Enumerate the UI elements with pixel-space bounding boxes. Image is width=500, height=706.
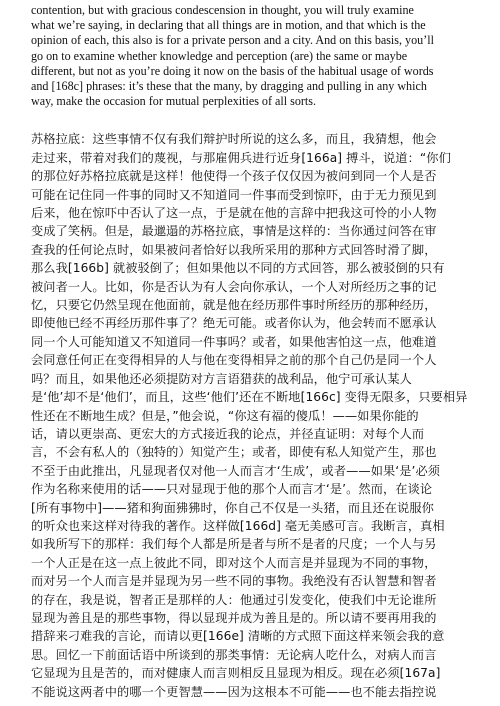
chinese-line: 而对另一个人而言是并显现为另一些不同的事物。我绝没有否认智慧和智者 [31,574,437,589]
chinese-line: 可能在记住同一件事的同时又不知道同一件事而受到惊吓，由于无力预见到 [31,187,437,202]
chinese-line: 不至于由此推出，凡显现者仅对他一人而言才‘生成’，或者——如果‘是’必须 [31,463,441,478]
chinese-line: 如我所写下的那样：我们每个人都是所是者与所不是者的尺度；一个人与另 [31,537,437,552]
chinese-line: 查我的任何论点时，如果被问者恰好以我所采用的那种方式回答时滑了脚， [31,242,437,257]
chinese-line: 那么我[166b] 就被驳倒了；但如果他以不同的方式回答，那么被驳倒的只有 [31,261,445,276]
chinese-line: 同一个人可能知道又不知道同一件事吗？或者，如果他害怕这一点，他难道 [31,334,437,349]
chinese-line: 思。回忆一下前面话语中所谈到的那类事情：无论病人吃什么，对病人而言 [31,647,437,662]
chinese-line: 的听众也来这样对待我的著作。这样做[166d] 毫无美感可言。我断言，真相 [31,518,445,533]
chinese-line: 的那位好苏格拉底就是这样！他使得一个孩子仅仅因为被问到同一个人是否 [31,169,437,184]
chinese-line: 话，请以更崇高、更宏大的方式接近我的论点，并径直证明：对每个人而 [31,426,425,441]
chinese-line: 苏格拉底：这些事情不仅有我们辩护时所说的这么多，而且，我猜想，他会 [31,132,437,147]
english-line: different, but not as you’re doing it now on the basis of the habitual usage of words [31,63,434,78]
chinese-line: 一个人正是在这一点上彼此不同，即对这个人而言是并显现为不同的事物， [31,555,437,570]
chinese-line: 作为名称来使用的话——只对显现于他的那个人而言才‘是’。然而，在谈论 [31,482,433,497]
paragraph-gap [31,109,491,130]
chinese-line: 即使他已经不再经历那件事了？绝无可能。或者你认为，他会转而不愿承认 [31,316,437,331]
chinese-line: 性还在不断地生成？但是，”他会说，“你这有福的傻瓜！——如果你能的 [31,408,419,423]
chinese-line: 是‘他’却不是‘他们’，而且，这些‘他们’还在不断地[166c] 变得无限多，只要相异 [31,390,468,405]
chinese-line: 吗？而且，如果他还必须提防对方言语猎获的战利品，他宁可承认某人 [31,371,412,386]
chinese-line: 走过来，带着对我们的蔑视，与那雇佣兵进行近身[166a] 搏斗，说道：“你们 [31,150,451,165]
chinese-line: 被问者一人。比如，你是否认为有人会向你承认，一个人对所经历之事的记 [31,279,437,294]
chinese-line: 不能说这两者中的哪一个更智慧——因为这根本不可能——也不能去指控说 [31,684,437,699]
chinese-line: 忆，只要它仍然呈现在他面前，就是他在经历那件事时所经历的那种经历， [31,298,437,313]
chinese-line: 显现为善且是的那些事物，得以显现并成为善且是的。所以请不要再用我的 [31,610,437,625]
chinese-line: 言，不会有私人的（独特的）知觉产生；或者，即使有私人知觉产生，那也 [31,445,437,460]
chinese-line: 的存在，我是说，智者正是那样的人：他通过引发变化，使我们中无论谁所 [31,592,437,607]
english-line: opinion of each, this also is for a private person and a city. And on this basis, you’ll [31,33,434,48]
chinese-line: 会同意任何正在变得相异的人与他在变得相异之前的那个自己仍是同一个人 [31,353,437,368]
english-line: what we’re saying, in declaring that all things are in motion, and that which is the [31,18,426,33]
chinese-line: 后来，他在惊吓中否认了这一点，于是就在他的言辞中把我这可怜的小人物 [31,206,437,221]
english-line: way, make the occasion for mutual perplexities of all sorts. [31,94,317,109]
english-line: go on to examine whether knowledge and perception (are) the same or maybe [31,48,408,63]
chinese-line: 变成了笑柄。但是，最邋遢的苏格拉底，事情是这样的：当你通过问答在审 [31,224,437,239]
chinese-line: 它显现为且是苦的，而对健康人而言则相反且显现为相反。现在必须[167a] [31,666,441,681]
english-line: and [168c] phrases: it’s these that the many, by dragging and pulling in any which [31,79,427,94]
chinese-line: [所有事物中]——猪和狗面狒狒时，你自己不仅是一头猪，而且还在说服你 [31,500,434,515]
chinese-line: 措辞来刁难我的言论，而请以更[166e] 清晰的方式照下面这样来领会我的意 [31,629,445,644]
chinese-paragraph [31,130,491,701]
english-paragraph [31,3,491,109]
english-line: contention, but with gracious condescension in thought, you will truly examine [31,3,414,17]
